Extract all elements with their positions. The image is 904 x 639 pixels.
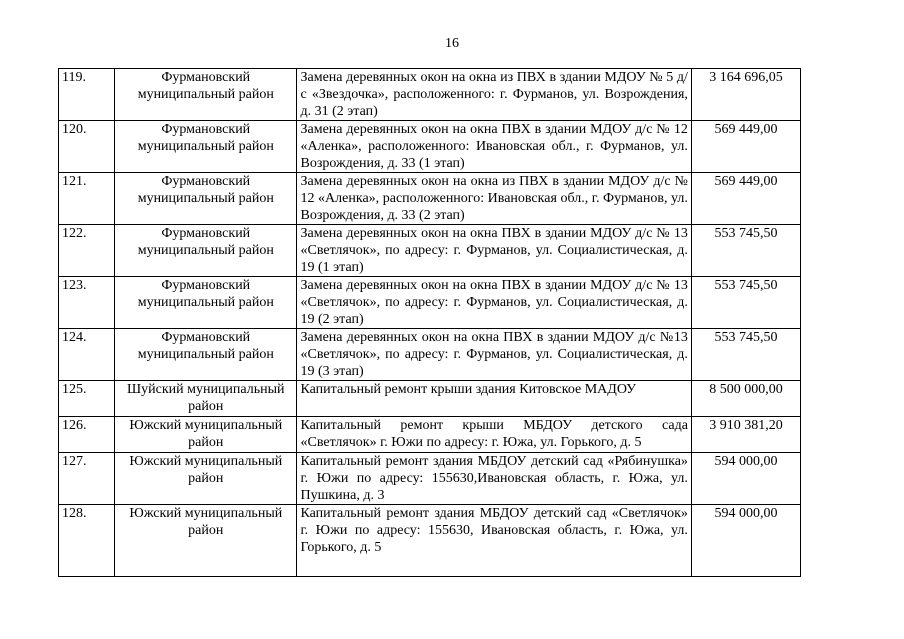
district-cell: Фурмановский муниципальный район [115,69,297,121]
table-row [59,329,801,381]
row-number: 122. [59,225,115,277]
amount-cell: 553 745,50 [691,225,800,277]
table-row [59,69,801,121]
description-cell: Капитальный ремонт здания МБДОУ детский сад «Рябинушка» г. Южи по адресу: 155630,Ивановская область, г. Южа, ул. Пушкина, д. 3 [297,453,691,505]
amount-cell: 594 000,00 [691,505,800,577]
description-cell: Замена деревянных окон на окна ПВХ в здании МДОУ д/с №13 «Светлячок», по адресу: г. Фурманов, ул. Социалистическая, д. 19 (3 этап) [297,329,691,381]
row-number: 125. [59,381,115,417]
description-cell: Капитальный ремонт крыши здания Китовское МАДОУ [297,381,691,417]
row-number: 128. [59,505,115,577]
table-row [59,173,801,225]
district-cell: Фурмановский муниципальный район [115,225,297,277]
district-cell: Фурмановский муниципальный район [115,173,297,225]
district-cell: Фурмановский муниципальный район [115,277,297,329]
description-cell: Замена деревянных окон на окна из ПВХ в здании МДОУ д/с № 12 «Аленка», расположенного: Ивановская обл., г. Фурманов, ул. Возрождения, д. 33 (2 этап) [297,173,691,225]
row-number: 126. [59,417,115,453]
district-cell: Фурмановский муниципальный район [115,121,297,173]
amount-cell: 8 500 000,00 [691,381,800,417]
amount-cell: 553 745,50 [691,329,800,381]
description-cell: Замена деревянных окон на окна ПВХ в здании МДОУ д/с № 12 «Аленка», расположенного: Ивановская обл., г. Фурманов, ул. Возрождения, д. 33 (1 этап) [297,121,691,173]
amount-cell: 3 910 381,20 [691,417,800,453]
table-row [59,225,801,277]
row-number: 124. [59,329,115,381]
row-number: 127. [59,453,115,505]
row-number: 121. [59,173,115,225]
objects-table [58,68,801,577]
row-number: 120. [59,121,115,173]
amount-cell: 3 164 696,05 [691,69,800,121]
table-row [59,417,801,453]
amount-cell: 569 449,00 [691,173,800,225]
district-cell: Южский муниципальный район [115,453,297,505]
amount-cell: 594 000,00 [691,453,800,505]
description-cell: Замена деревянных окон на окна из ПВХ в здании МДОУ № 5 д/с «Звездочка», расположенного: г. Фурманов, ул. Возрождения, д. 31 (2 этап) [297,69,691,121]
amount-cell: 553 745,50 [691,277,800,329]
district-cell: Южский муниципальный район [115,417,297,453]
table-row [59,505,801,577]
description-cell: Капитальный ремонт крыши МБДОУ детского сада «Светлячок» г. Южи по адресу: г. Южа, ул. Горького, д. 5 [297,417,691,453]
amount-cell: 569 449,00 [691,121,800,173]
table-row [59,121,801,173]
table-row [59,277,801,329]
table-row [59,381,801,417]
row-number: 119. [59,69,115,121]
description-cell: Замена деревянных окон на окна ПВХ в здании МДОУ д/с № 13 «Светлячок», по адресу: г. Фурманов, ул. Социалистическая, д. 19 (1 этап) [297,225,691,277]
row-number: 123. [59,277,115,329]
table-row [59,453,801,505]
description-cell: Замена деревянных окон на окна ПВХ в здании МДОУ д/с № 13 «Светлячок», по адресу: г. Фурманов, ул. Социалистическая, д. 19 (2 этап) [297,277,691,329]
district-cell: Южский муниципальный район [115,505,297,577]
page-number: 16 [445,36,459,51]
district-cell: Фурмановский муниципальный район [115,329,297,381]
description-cell: Капитальный ремонт здания МБДОУ детский сад «Светлячок» г. Южи по адресу: 155630, Ивановская область, г. Южа, ул. Горького, д. 5 [297,505,691,577]
district-cell: Шуйский муниципальный район [115,381,297,417]
